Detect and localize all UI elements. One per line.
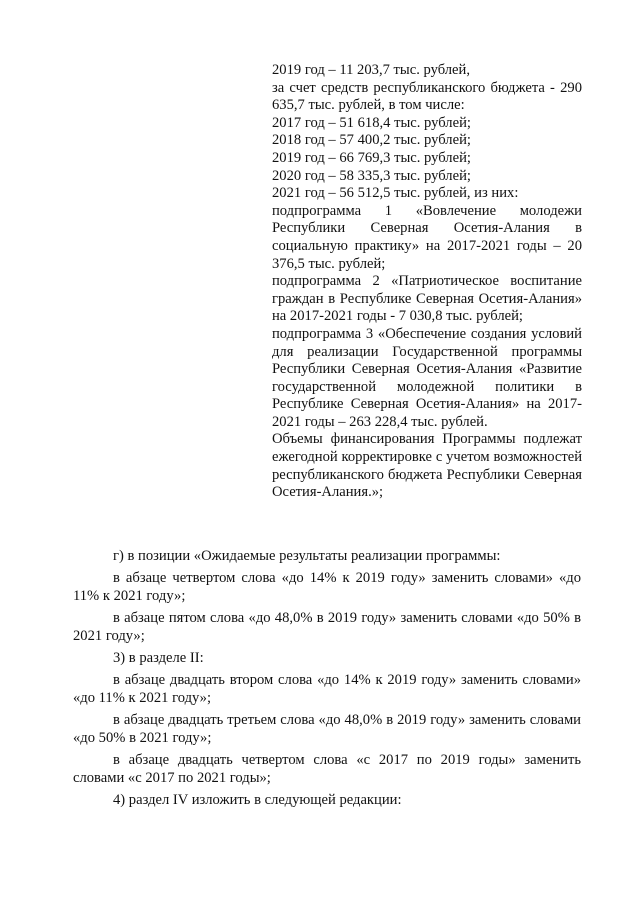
paragraph: в абзаце двадцать четвертом слова «с 2017 по 2019 годы» заменить словами «с 2017 по 2021 годы»; xyxy=(73,752,581,786)
financing-line: за счет средств республиканского бюджета - 290 635,7 тыс. рублей, в том числе: xyxy=(272,79,582,114)
paragraph: в абзаце пятом слова «до 48,0% в 2019 году» заменить словами «до 50% в 2021 году»; xyxy=(73,610,581,644)
amendments-text xyxy=(73,547,581,813)
paragraph: в абзаце четвертом слова «до 14% к 2019 году» заменить словами» «до 11% к 2021 году»; xyxy=(73,570,581,604)
financing-note: Объемы финансирования Программы подлежат ежегодной корректировке с учетом возможностей республиканского бюджета Республики Северная Осетия-Алания.»; xyxy=(272,431,582,501)
paragraph: в абзаце двадцать третьем слова «до 48,0% в 2019 году» заменить словами «до 50% в 2021 году»; xyxy=(73,712,581,746)
subprogram-3: подпрограмма 3 «Обеспечение создания условий для реализации Государственной программы Республики Северная Осетия-Алания «Развитие государственной молодежной политики в Республике Северная Осетия-Алания» на 2017-2021 годы – 263 228,4 тыс. рублей. xyxy=(272,325,582,430)
financing-line: 2020 год – 58 335,3 тыс. рублей; xyxy=(272,167,471,184)
paragraph: 3) в разделе II: xyxy=(113,650,204,666)
paragraph: 4) раздел IV изложить в следующей редакции: xyxy=(113,792,402,808)
financing-block xyxy=(272,62,582,502)
financing-line: 2019 год – 11 203,7 тыс. рублей, xyxy=(272,62,470,78)
financing-line: 2019 год – 66 769,3 тыс. рублей; xyxy=(272,149,471,166)
financing-line: 2018 год – 57 400,2 тыс. рублей; xyxy=(272,132,471,149)
financing-line: 2017 год – 51 618,4 тыс. рублей; xyxy=(272,114,471,131)
subprogram-2: подпрограмма 2 «Патриотическое воспитание граждан в Республике Северная Осетия-Алания» на 2017-2021 годы - 7 030,8 тыс. рублей; xyxy=(272,273,582,325)
paragraph: г) в позиции «Ожидаемые результаты реализации программы: xyxy=(113,548,501,564)
subprogram-1: подпрограмма 1 «Вовлечение молодежи Республики Северная Осетия-Алания в социальную практику» на 2017-2021 годы – 20 376,5 тыс. рублей; xyxy=(272,202,582,272)
paragraph: в абзаце двадцать втором слова «до 14% к 2019 году» заменить словами» «до 11% к 2021 году»; xyxy=(73,672,581,706)
financing-line: 2021 год – 56 512,5 тыс. рублей, из них: xyxy=(272,185,519,202)
